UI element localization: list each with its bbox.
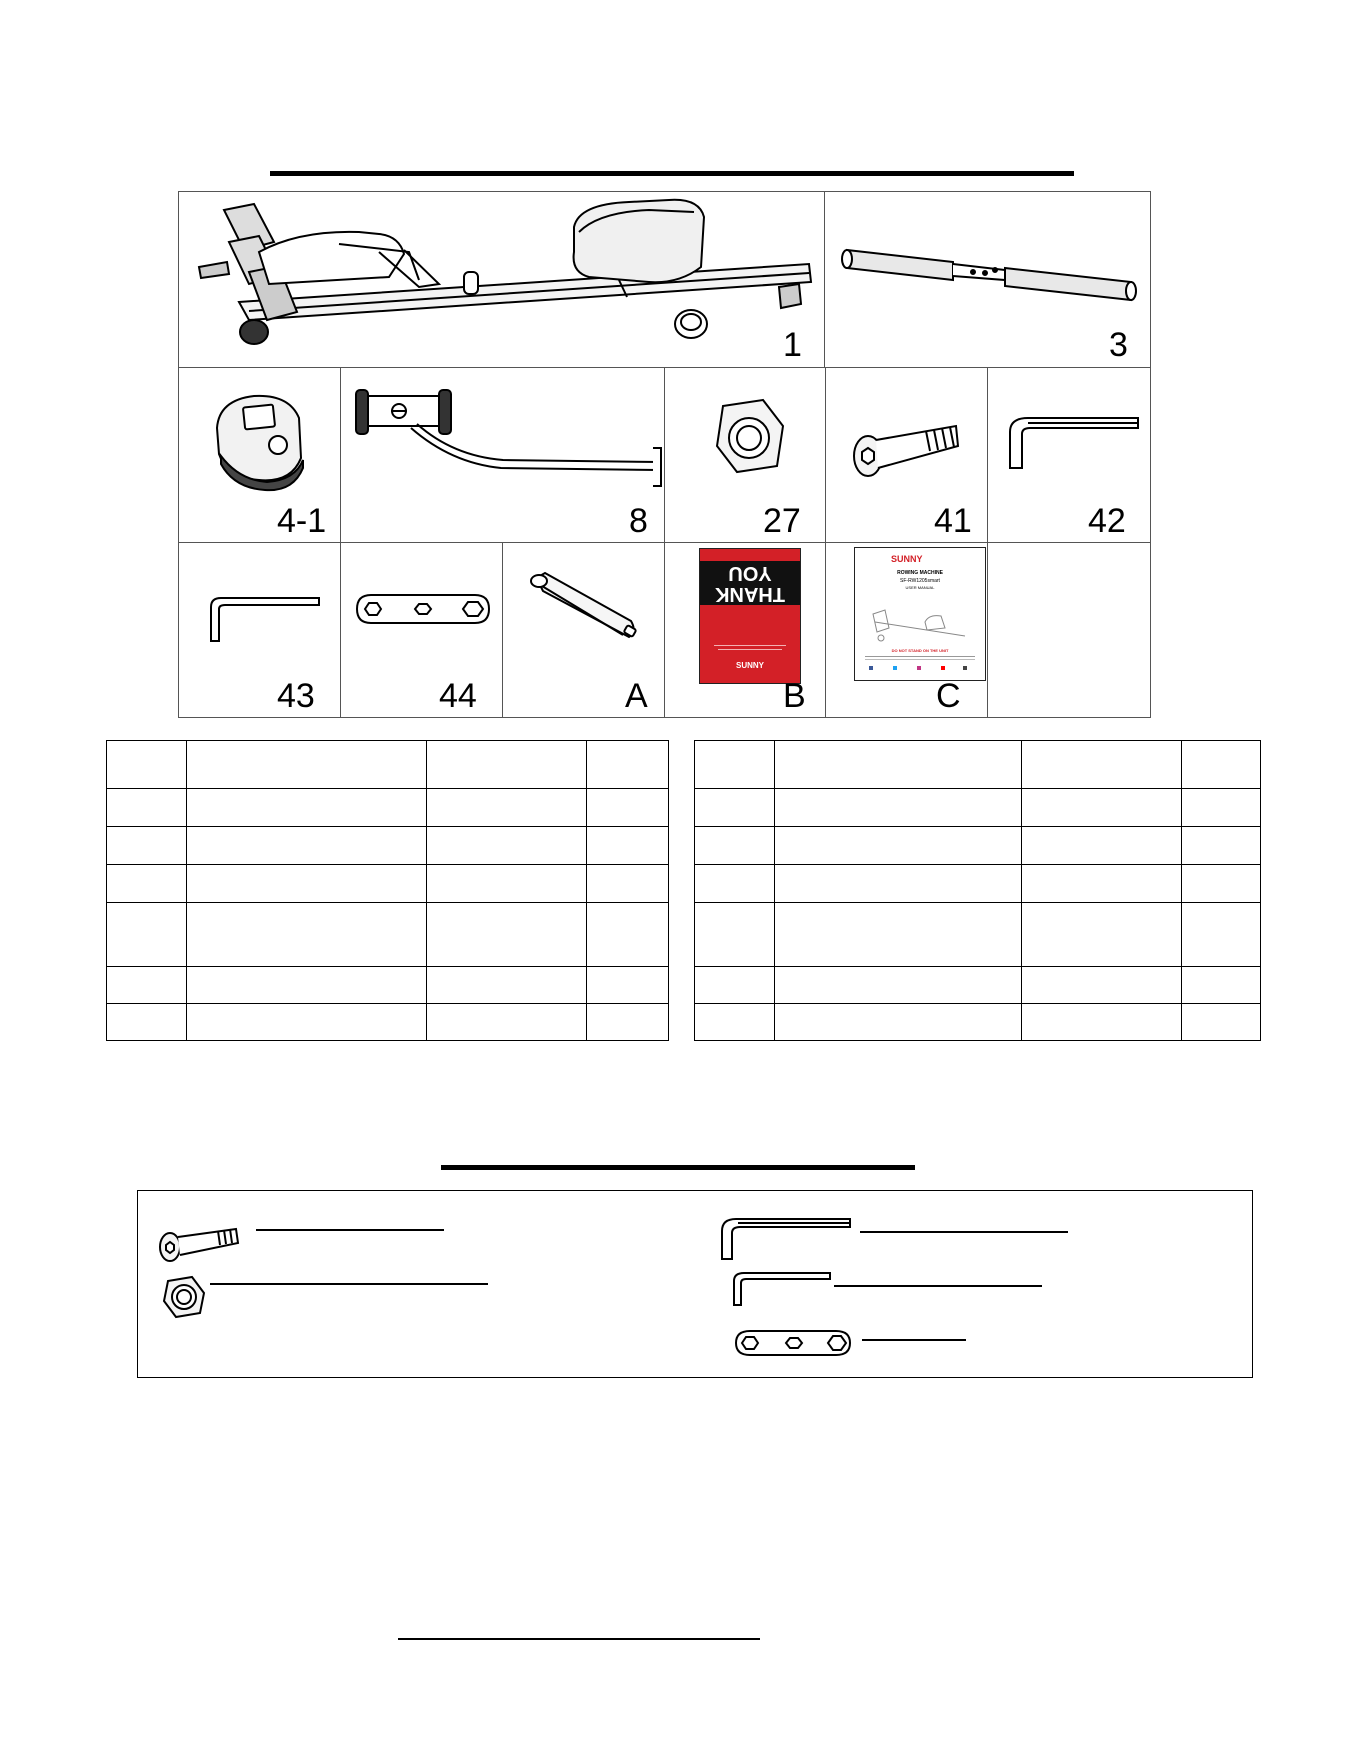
lock-nut-icon: [156, 1271, 212, 1321]
table-row: [695, 865, 1261, 903]
part-cell-1: [178, 191, 825, 368]
large-allen-wrench-icon: [714, 1209, 854, 1265]
part-cell-A: [502, 542, 665, 718]
hardware-pack-title-rule: [441, 1165, 915, 1170]
part-label-1: 1: [783, 326, 802, 364]
manual-model: SF-RW1205smart: [900, 578, 940, 584]
part-label-A: A: [625, 677, 648, 715]
multi-wrench-icon: [728, 1321, 858, 1365]
small-allen-wrench-icon: [726, 1265, 836, 1311]
table-row: [107, 789, 669, 827]
part-cell-3: [824, 191, 1151, 368]
part-label-B: B: [783, 677, 806, 715]
parts-table-right: [694, 740, 1261, 1041]
hardware-pack-box: [137, 1190, 1253, 1378]
handlebar-tube-icon: [825, 192, 1152, 369]
part-label-27: 27: [763, 502, 801, 540]
footer-line-rule: [398, 1638, 760, 1640]
manual-title: ROWING MACHINE: [897, 570, 943, 576]
part-label-41: 41: [934, 502, 972, 540]
parts-table-left: [106, 740, 669, 1041]
part-label-43: 43: [277, 677, 315, 715]
thank-you-card-icon: [699, 548, 801, 684]
part-label-8: 8: [629, 502, 648, 540]
part-cell-4-1: [178, 367, 341, 543]
phone-holder-bracket-icon: [341, 368, 666, 544]
table-row: [107, 903, 669, 967]
parts-grid: [178, 191, 1151, 718]
hex-bolt-icon: [156, 1221, 246, 1271]
table-row: [107, 1004, 669, 1041]
multi-wrench-icon: [341, 543, 504, 719]
part-cell-C: [825, 542, 988, 718]
table-row: [107, 865, 669, 903]
part-label-42: 42: [1088, 502, 1126, 540]
hardware-small-allen-line: [834, 1285, 1042, 1287]
part-cell-41: [825, 367, 988, 543]
small-allen-wrench-icon: [179, 543, 342, 719]
part-label-4-1: 4-1: [277, 502, 327, 540]
manual-brand: SUNNY: [891, 554, 923, 564]
manual-warning: DO NOT STAND ON THE UNIT: [891, 648, 949, 653]
part-label-C: C: [936, 677, 961, 715]
hardware-large-allen-line: [860, 1231, 1068, 1233]
large-allen-wrench-icon: [988, 368, 1152, 544]
parts-list-title-rule: [270, 171, 1074, 176]
thank-you-line1: THANK: [715, 583, 785, 605]
part-cell-B: [664, 542, 826, 718]
table-row: [695, 967, 1261, 1004]
part-cell-27: [664, 367, 826, 543]
table-row: [107, 827, 669, 865]
hardware-nut-line: [210, 1283, 488, 1285]
manual-rower-illustration-icon: [855, 592, 985, 652]
part-cell-empty: [987, 542, 1151, 718]
table-row: [107, 967, 669, 1004]
thank-you-line2: YOU: [728, 562, 772, 584]
part-cell-44: [340, 542, 503, 718]
table-row: [695, 789, 1261, 827]
hardware-bolt-line: [256, 1229, 444, 1231]
hardware-multi-wrench-line: [862, 1339, 966, 1341]
manual-subtitle: USER MANUAL: [905, 585, 935, 590]
table-row: [107, 741, 669, 789]
table-row: [695, 741, 1261, 789]
part-label-44: 44: [439, 677, 477, 715]
part-cell-43: [178, 542, 341, 718]
table-row: [695, 903, 1261, 967]
table-row: [695, 1004, 1261, 1041]
part-cell-8: [340, 367, 665, 543]
lock-nut-icon: [665, 368, 827, 544]
user-manual-icon: [854, 547, 986, 681]
table-row: [695, 827, 1261, 865]
rowing-machine-frame-icon: [179, 192, 826, 369]
thank-you-brand: SUNNY: [735, 661, 764, 670]
part-cell-42: [987, 367, 1151, 543]
part-label-3: 3: [1109, 326, 1128, 364]
